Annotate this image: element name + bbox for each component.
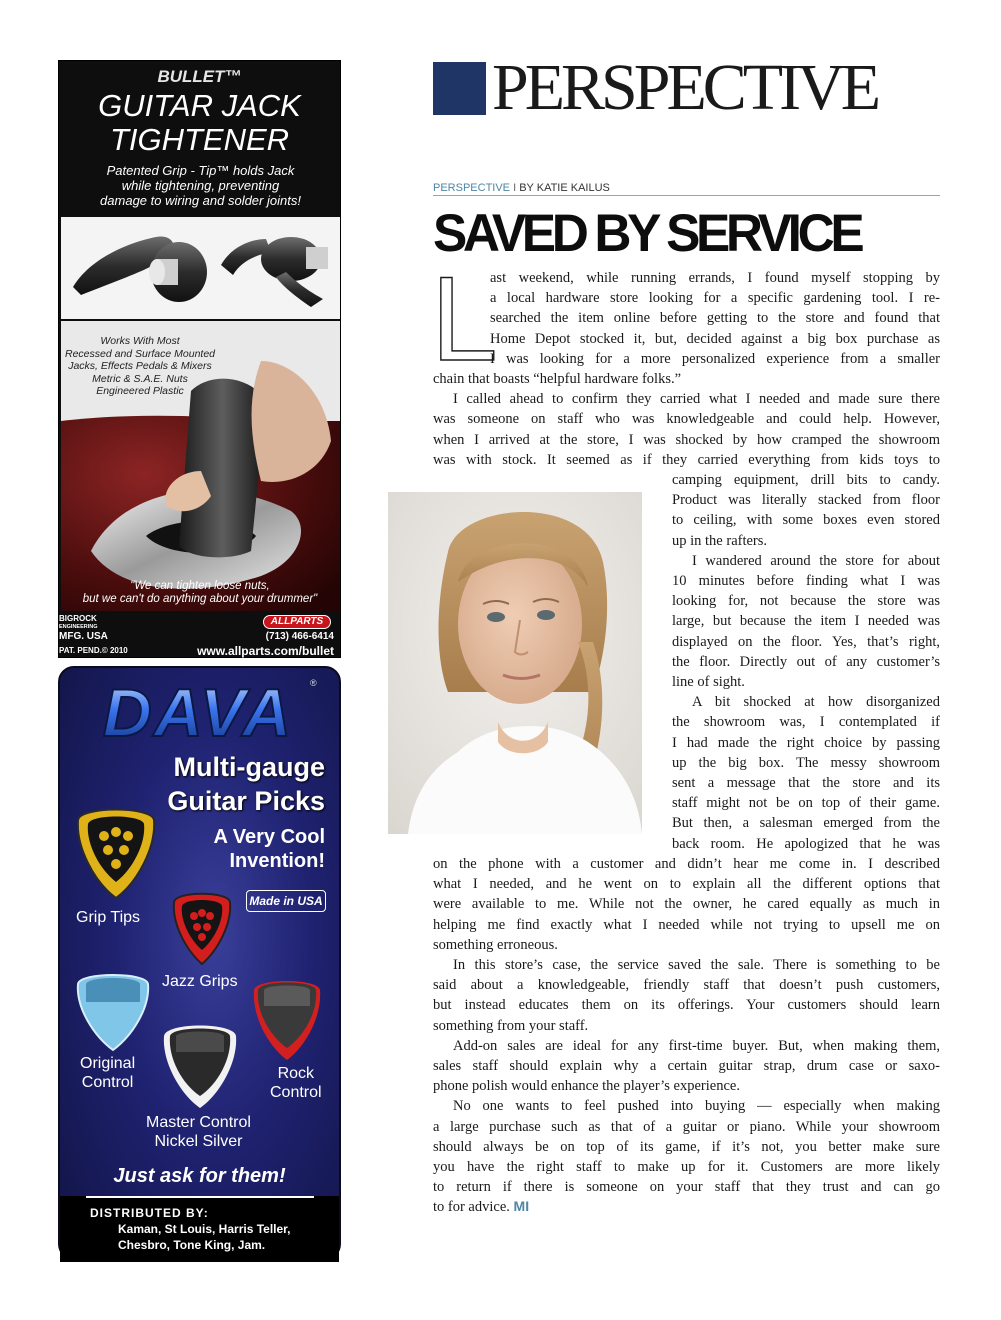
bigrock-logo [59,615,98,631]
master-control-pick-icon [160,1018,240,1110]
section-title: PERSPECTIVE [492,51,878,124]
ad-subtext-line-3: damage to wiring and solder joints! [100,193,301,208]
allparts-logo: ALLPARTS [263,615,331,629]
feature-item: Works With Most [100,335,180,347]
text-line: Product was literally stacked from floor [672,492,940,509]
feature-item: Metric & S.A.E. Nuts [92,372,188,385]
text-line: back room. He apologized that he was [672,835,940,852]
text-line: No one wants to feel pushed into buying — especially when making [453,1098,940,1115]
pick-label-line: Master Control [146,1114,251,1131]
pick-label-jazz-grips: Jazz Grips [162,973,238,990]
distributor-list-line-2: Chesbro, Tone King, Jam. [118,1238,266,1252]
text-line: In this store’s case, the service saved the sale. There is something to be [453,957,940,974]
text-line: line of sight. [672,674,745,691]
text-line: sent a message that the store and its [672,775,940,792]
bigrock-logo-line-2: ENGINEERING [59,624,98,630]
text-line: staff might not be on top of their game. [672,795,940,812]
dava-logo [66,675,331,751]
ad-headline-line-2: TIGHTENER [109,122,290,157]
text-line: I wandered around the store for about [692,552,940,569]
feature-item: Recessed and Surface Mounted [65,347,216,360]
mfg-country: MFG. USA [59,631,108,642]
byline-section: PERSPECTIVE [433,182,511,194]
article-narrow-column [672,470,940,854]
text-line: I was looking for a more personalized experience from a smaller [490,350,940,367]
patent-notice: PAT. PEND.© 2010 [59,646,128,655]
section-color-block [433,62,486,115]
pick-label-original-control [80,1054,135,1092]
ad-quote-line-1: "We can tighten loose nuts, [130,580,270,592]
text-line: a large purchase such as that of a guitar or piano. While your showroom [433,1118,940,1135]
text-line: Add-on sales are ideal for any first-time buyer. But, when making them, [453,1037,940,1054]
ad-url[interactable]: www.allparts.com/bullet [197,644,334,658]
divider [86,1196,314,1198]
text-line: what I needed, and he went on to explain all the different options that [433,876,940,893]
text-line: on the phone with a customer and didn’t hear me come in. I described [433,856,940,872]
ad-headline [59,89,340,157]
author-portrait-illustration [388,492,642,834]
text-line: the showroom was, I contemplated if [672,714,940,731]
text-line: camping equipment, drill bits to candy. [672,472,940,488]
ad-tagline-line-1: A Very Cool [213,826,325,848]
pick-label-line: Control [81,1074,134,1091]
text-line: phone polish would enhance the player’s experience. [433,1078,740,1095]
text-line: but instead educates them on its offerings. Your customers should learn [433,997,940,1014]
text-line: was someone on staff who was knowledgeable and could help. However, [433,411,940,428]
ad-subtext-line-1: Patented Grip - Tip™ holds Jack [106,163,295,178]
jack-tool-illustration [61,217,340,319]
text-line: chain that boasts “helpful hardware folks.” [433,371,682,387]
pick-label-grip-tips: Grip Tips [76,909,141,926]
text-line: to return if there is someone on your staff that they trust and can go [433,1179,940,1196]
byline-author: BY KATIE KAILUS [519,182,610,194]
jazz-grips-pick-icon [170,888,234,966]
grip-tips-pick-icon [74,802,158,900]
feature-item: Jacks, Effects Pedals & Mixers [68,360,212,372]
ad-brand: BULLET™ [157,67,242,86]
rock-control-pick-icon [250,974,324,1062]
pick-label-master-control [146,1113,251,1151]
text-line: helping me find exactly what I needed while not trying to upsell me on [433,916,940,933]
byline-separator: I [510,182,520,194]
ad-quote-line-2: but we can't do anything about your drummer" [82,593,318,605]
text-line: when I arrived at the store, I was shocked by how cramped the showroom [433,431,940,448]
text-line: up the big box. The messy showroom [672,754,940,771]
text-line: the floor. Directly out of any customer’s [672,653,940,670]
ad-subtext [69,163,332,208]
text-line: 10 minutes before finding what I was [672,573,940,590]
ad-tagline-line-2: Invention! [229,850,325,872]
product-photo-tools [61,217,340,319]
byline [433,182,940,196]
text-line: to ceiling, with some boxes even stored [672,512,940,529]
registered-mark: ® [310,678,317,688]
distributor-bar [60,1196,339,1262]
ad-footer [59,613,340,659]
author-portrait [388,492,642,834]
text-line: I had made the right choice by passing [672,734,940,751]
ad-guitar-jack-tightener [58,60,341,658]
text-line: But then, a salesman emerged from the [672,815,940,832]
signoff-mark: MI [513,1198,530,1215]
pick-label-line: Rock [277,1065,315,1082]
ad-dava-picks [58,666,341,1260]
text-line: displayed on the floor. Yes, that’s right, [672,633,940,650]
text-line: a local hardware store looking for a specific gardening tool. I re- [490,290,940,307]
ad-title-line-1: Multi-gauge [173,752,325,782]
ad-quote [65,580,335,606]
text-line: Home Depot stocked it, but, decided against a big box purchase as [490,330,940,347]
text-line: I called ahead to confirm they carried what I needed and made sure there [453,391,940,408]
final-text: to for advice. [433,1199,510,1216]
ad-subtext-line-2: while tightening, preventing [121,178,280,193]
pick-label-line: Nickel Silver [154,1133,243,1150]
text-line: searched the item online before getting to the store and found that [490,310,940,327]
text-line [433,1197,940,1217]
text-line: you have the right staff to make up for it. Customers are more likely [433,1159,940,1176]
ad-title-line-2: Guitar Picks [167,786,325,816]
text-line: should always be on top of its game, if it’s not, you better make sure [433,1138,940,1155]
text-line: A bit shocked at how disorganized [692,694,940,711]
article-paragraph-1 [490,268,940,369]
text-line: large, but because the item I needed was [672,613,940,630]
product-photo-in-use [61,321,340,611]
text-line: said about a knowledgeable, friendly staff that doesn’t push customers, [433,977,940,994]
distributor-list-line-1: Kaman, St Louis, Harris Teller, [118,1222,291,1236]
article-headline: SAVED BY SERVICE [433,204,861,263]
pick-label-rock-control [270,1064,322,1102]
original-control-pick-icon [74,968,152,1052]
ad-headline-line-1: GUITAR JACK [98,88,301,123]
ad-phone: (713) 466-6414 [265,631,334,642]
pick-label-line: Original [80,1055,136,1072]
drop-cap [431,252,498,386]
text-line: sales staff should explain why a certain guitar strap, drum case or saxo- [433,1058,940,1075]
distributed-by-heading: DISTRIBUTED BY: [90,1206,209,1220]
text-line: something from your staff. [433,1017,589,1034]
pick-label-line: Control [270,1084,322,1101]
text-line: looking for, not because the store was [672,593,940,610]
dava-logo-text: DAVA [102,675,294,751]
feature-item: Engineered Plastic [96,385,184,397]
article-continuation [433,854,940,1218]
bigrock-logo-line-1: BIGROCK [59,614,97,623]
ad-call-to-action: Just ask for them! [113,1165,286,1187]
text-line: up in the rafters. [672,532,768,549]
text-line: was with stock. It seemed as if they carried everything from kids toys to [433,451,940,468]
text-line: something erroneous. [433,936,558,953]
text-line: were available to me. While not the owner, he cared equally as much in [433,896,940,913]
drop-cap-letter: L [431,252,498,386]
text-line: ast weekend, while running errands, I found myself stopping by [490,270,940,286]
made-in-usa-badge: Made in USA [246,890,326,912]
feature-list [65,335,215,398]
article-paragraph-2 [433,369,940,470]
